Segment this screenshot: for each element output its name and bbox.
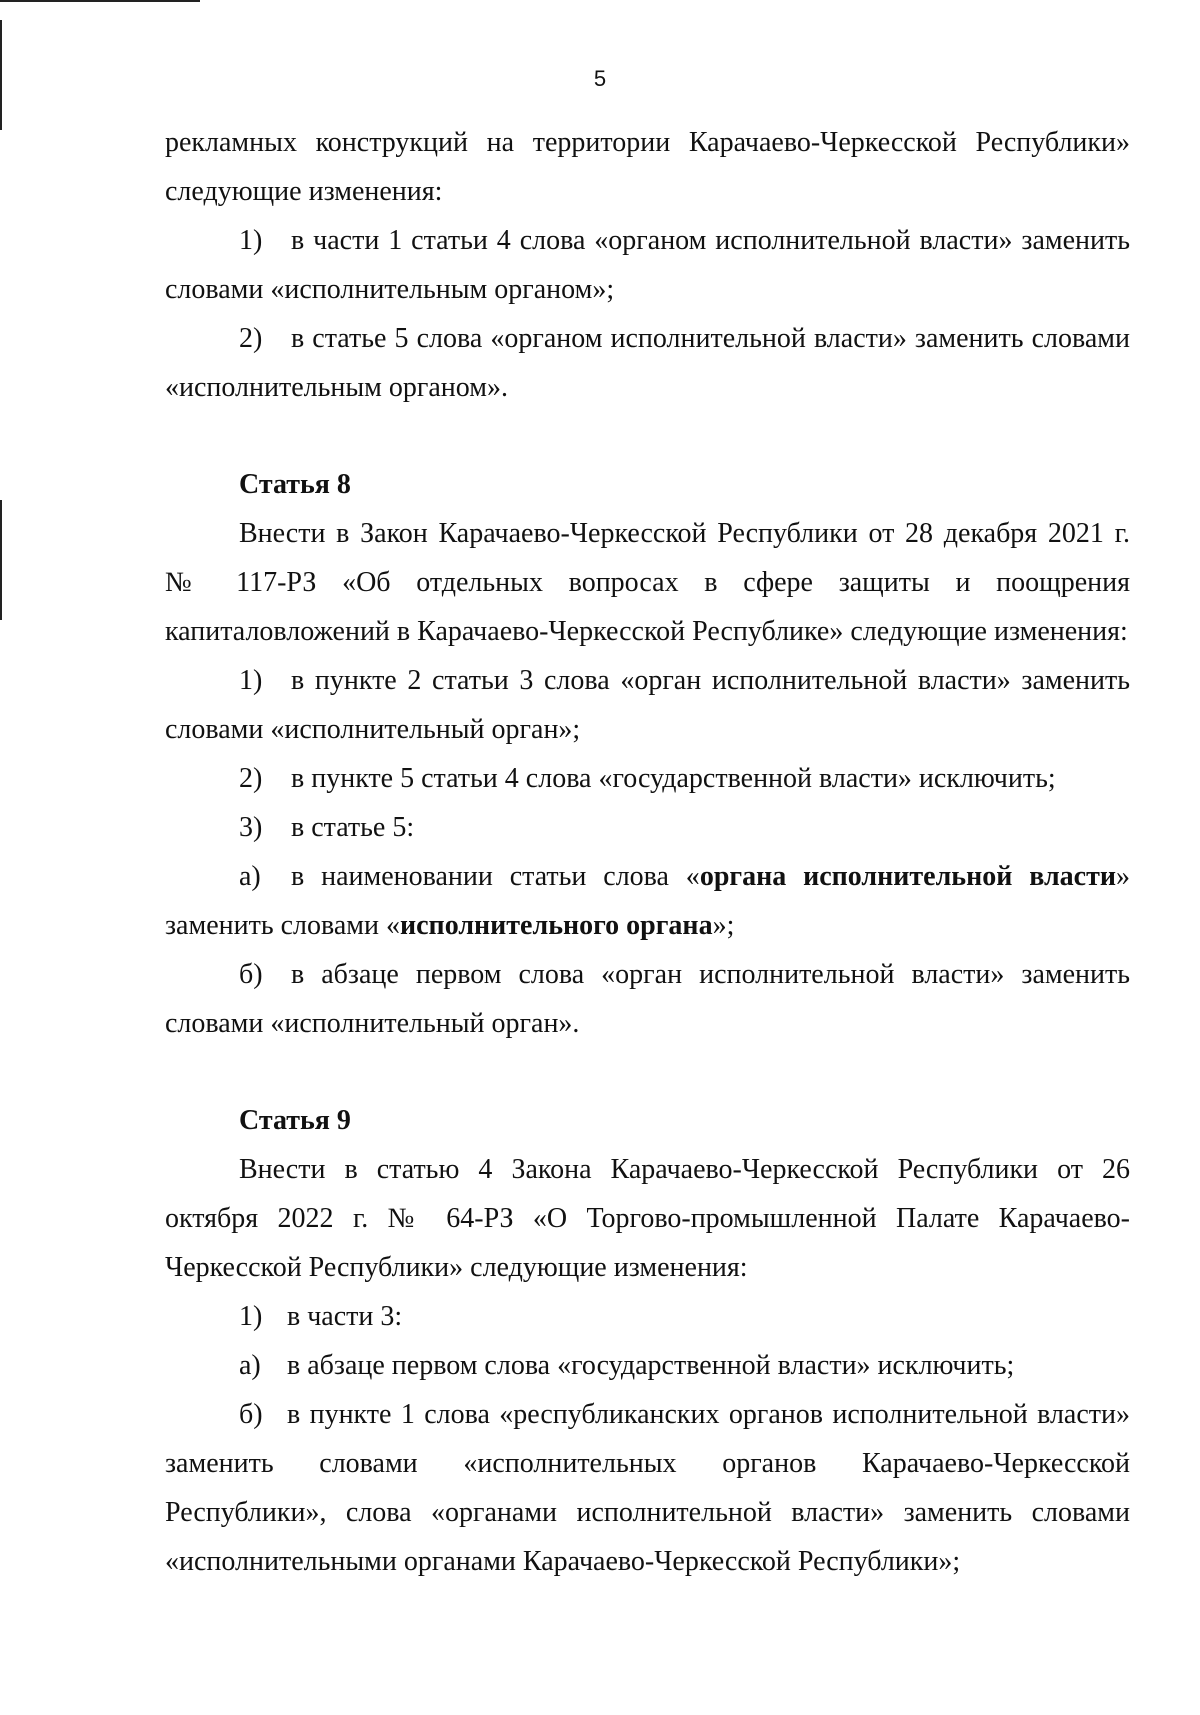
item-text: в наименовании статьи слова «	[291, 861, 700, 892]
item-text: в пункте 1 слова «республиканских органов исполнительной власти» заменить словами «исполнительных органов Карачаево-Черкесской Республики», слова «органами исполнительной власти» заменить словами «исполнительными органами Карачаево-Черкесской Республики»;	[165, 1399, 1130, 1577]
item-number: 1)	[239, 1301, 263, 1332]
item-number: 1)	[239, 225, 263, 256]
article-heading: Статья 8	[239, 469, 351, 500]
document-body	[165, 118, 1130, 1586]
list-item	[165, 1341, 1130, 1390]
item-text: в статье 5:	[291, 812, 415, 843]
item-number: 3)	[239, 812, 263, 843]
list-item	[165, 852, 1130, 950]
list-item	[165, 950, 1130, 1048]
bold-text: исполнительного органа	[400, 910, 713, 941]
list-item	[165, 754, 1130, 803]
list-item	[165, 656, 1130, 754]
list-item	[165, 803, 1130, 852]
item-text: в части 3:	[287, 1301, 403, 1332]
item-text: в пункте 5 статьи 4 слова «государственной власти» исключить;	[291, 763, 1056, 794]
article-heading: Статья 9	[239, 1105, 351, 1136]
item-number: б)	[239, 1399, 263, 1430]
item-text: в абзаце первом слова «государственной власти» исключить;	[287, 1350, 1015, 1381]
paragraph: Внести в статью 4 Закона Карачаево-Черкесской Республики от 26 октября 2022 г. № 64-РЗ «О Торгово-промышленной Палате Карачаево-Черкесской Республики» следующие изменения:	[165, 1154, 1130, 1283]
list-item	[165, 314, 1130, 412]
paragraph: Внести в Закон Карачаево-Черкесской Республики от 28 декабря 2021 г. № 117-РЗ «Об отдельных вопросах в сфере защиты и поощрения капиталовложений в Карачаево-Черкесской Республике» следующие изменения:	[165, 518, 1130, 647]
item-number: а)	[239, 861, 261, 892]
item-number: 2)	[239, 763, 263, 794]
item-number: б)	[239, 959, 263, 990]
scan-edge-mark	[0, 500, 2, 620]
item-text: в части 1 статьи 4 слова «органом исполнительной власти» заменить словами «исполнительным органом»;	[165, 225, 1130, 305]
scan-edge-mark	[0, 0, 200, 2]
item-number: 1)	[239, 665, 263, 696]
item-text: в абзаце первом слова «орган исполнительной власти» заменить словами «исполнительный орган».	[165, 959, 1130, 1039]
paragraph: рекламных конструкций на территории Карачаево-Черкесской Республики» следующие изменения:	[165, 127, 1130, 207]
page-number: 5	[593, 66, 607, 91]
list-item	[165, 1390, 1130, 1586]
list-item	[165, 1292, 1130, 1341]
item-text: » заменить словами «	[165, 861, 1130, 941]
item-number: 2)	[239, 323, 263, 354]
bold-text: органа исполнительной власти	[699, 861, 1116, 892]
item-text: в пункте 2 статьи 3 слова «орган исполнительной власти» заменить словами «исполнительный орган»;	[165, 665, 1130, 745]
item-text: в статье 5 слова «органом исполнительной власти» заменить словами «исполнительным органом».	[165, 323, 1130, 403]
item-text: »;	[712, 910, 735, 941]
list-item	[165, 216, 1130, 314]
item-number: а)	[239, 1350, 261, 1381]
